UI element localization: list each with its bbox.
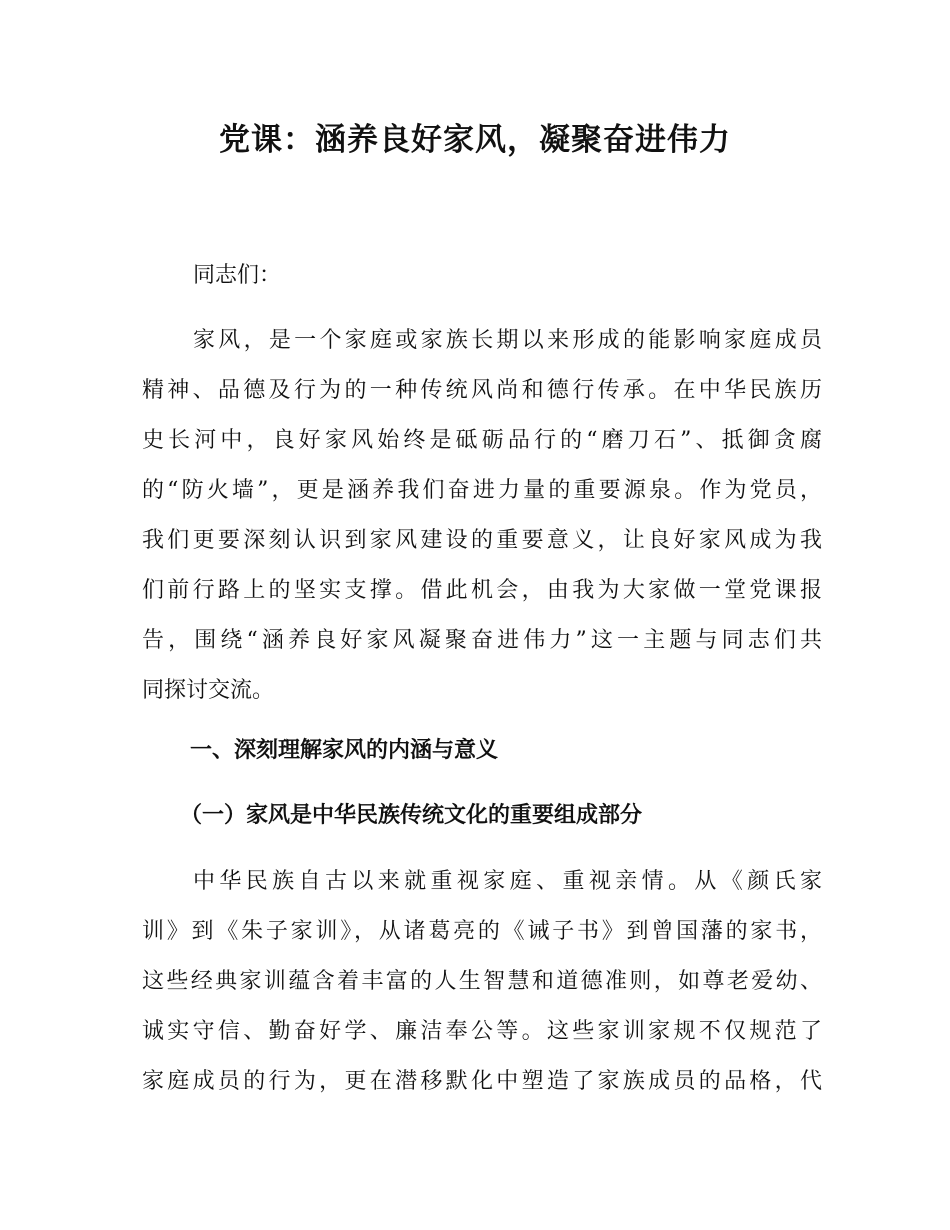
paragraph-line: 们前行路上的坚实支撑。借此机会，由我为大家做一堂党课报 bbox=[142, 578, 822, 603]
section-heading: 一、深刻理解家风的内涵与意义 bbox=[190, 738, 499, 763]
greeting: 同志们： bbox=[193, 263, 282, 288]
paragraph-line: 告，围绕“涵养良好家风凝聚奋进伟力”这一主题与同志们共 bbox=[142, 628, 822, 653]
paragraph-line: 家庭成员的行为，更在潜移默化中塑造了家族成员的品格，代 bbox=[142, 1069, 822, 1094]
page-title: 党课：涵养良好家风，凝聚奋进伟力 bbox=[219, 122, 731, 158]
paragraph-line: 我们更要深刻认识到家风建设的重要意义，让良好家风成为我 bbox=[142, 528, 822, 553]
paragraph-intro bbox=[142, 316, 822, 716]
subsection-heading: （一）家风是中华民族传统文化的重要组成部分 bbox=[180, 803, 643, 828]
paragraph-line: 的“防火墙”，更是涵养我们奋进力量的重要源泉。作为党员， bbox=[142, 478, 822, 503]
paragraph-line: 家风，是一个家庭或家族长期以来形成的能影响家庭成员 bbox=[193, 328, 822, 353]
paragraph-line: 训》到《朱子家训》，从诸葛亮的《诫子书》到曾国藩的家书， bbox=[142, 919, 822, 944]
paragraph-line: 这些经典家训蕴含着丰富的人生智慧和道德准则，如尊老爱幼、 bbox=[142, 969, 822, 994]
paragraph-body bbox=[142, 857, 822, 1107]
paragraph-line: 同探讨交流。 bbox=[142, 678, 275, 703]
paragraph-line: 诚实守信、勤奋好学、廉洁奉公等。这些家训家规不仅规范了 bbox=[142, 1019, 822, 1044]
paragraph-line: 中华民族自古以来就重视家庭、重视亲情。从《颜氏家 bbox=[193, 869, 822, 894]
paragraph-line: 史长河中，良好家风始终是砥砺品行的“磨刀石”、抵御贪腐 bbox=[142, 428, 822, 453]
paragraph-line: 精神、品德及行为的一种传统风尚和德行传承。在中华民族历 bbox=[142, 378, 822, 403]
